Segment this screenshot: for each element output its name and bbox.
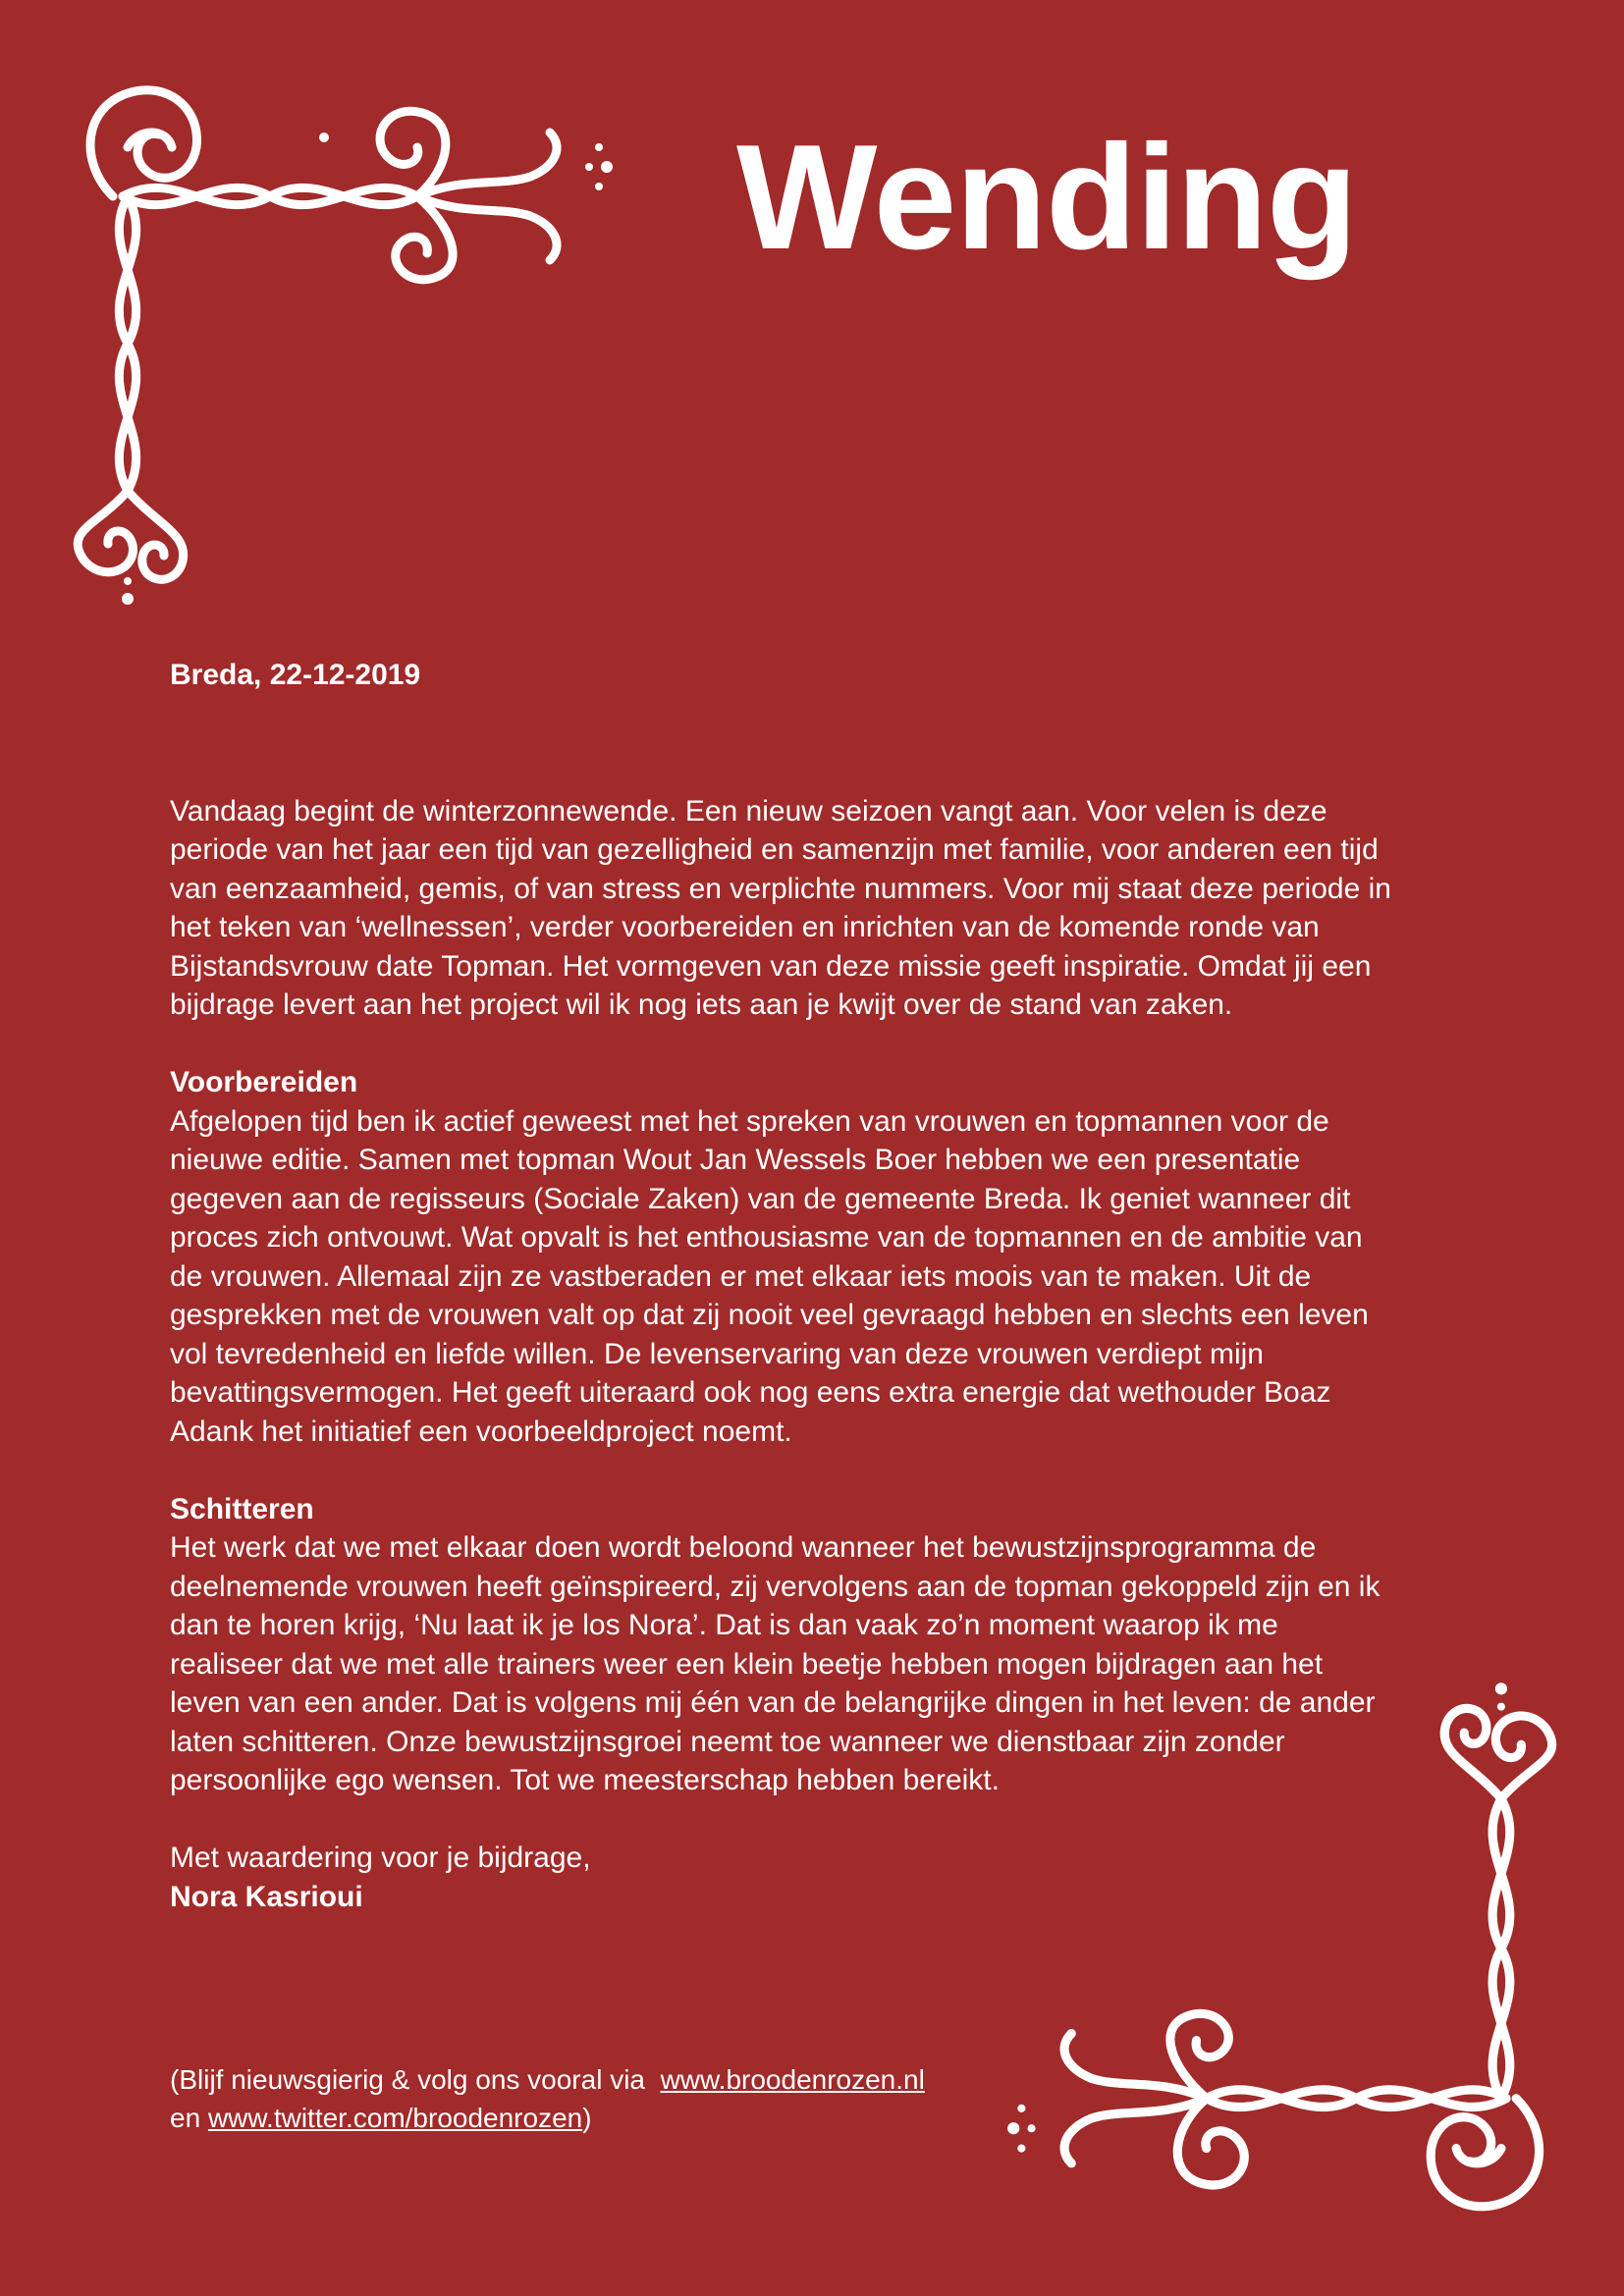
letter-date: Breda, 22-12-2019 — [170, 659, 421, 691]
footer-prefix-1: (Blijf nieuwsgierig & volg ons vooral via — [170, 2064, 645, 2095]
signature-name: Nora Kasrioui — [170, 1880, 363, 1913]
section-body-voorbereiden: Afgelopen tijd ben ik actief geweest met het spreken van vrouwen en topmannen voor de nieuwe editie. Samen met topman Wout Jan Wessels Boer hebben we een presentatie gegeven aan de regisseurs (Sociale Zaken) van de gemeente Breda. Ik geniet wanneer dit proces zich ontvouwt. Wat opvalt is het enthousiasme van de topmannen en de ambitie van de vrouwen. Allemaal zijn ze vastberaden er met elkaar iets moois van te maken. Uit de gesprekken met de vrouwen valt op dat zij nooit veel gevraagd hebben en slechts een leven vol tevredenheid en liefde willen. De levenservaring van deze vrouwen verdiept mijn bevattingsvermogen. Het geeft uiteraard ook nog eens extra energie dat wethouder Boaz Adank het initiatief een voorbeeldproject noemt. — [170, 1104, 1369, 1448]
intro-paragraph: Vandaag begint de winterzonnewende. Een nieuw seizoen vangt aan. Voor velen is deze periode van het jaar een tijd van gezelligheid en samenzijn met familie, voor anderen een tijd van eenzaamheid, gemis, of van stress en verplichte nummers. Voor mij staat deze periode in het teken van ‘wellnessen’, verder voorbereiden en inrichten van de komende ronde van Bijstandsvrouw date Topman. Het vormgeven van deze missie geeft inspiratie. Omdat jij een bijdrage levert aan het project wil ik nog iets aan je kwijt over de stand van zaken. — [170, 794, 1391, 1021]
website-link[interactable]: www.broodenrozen.nl — [660, 2064, 925, 2095]
spacer — [170, 1451, 1397, 1490]
section-heading-voorbereiden: Voorbereiden — [170, 1066, 358, 1098]
twitter-link[interactable]: www.twitter.com/broodenrozen — [207, 2103, 583, 2133]
ornamental-corner-bottom-right-icon — [1001, 1669, 1561, 2228]
spacer — [170, 1025, 1397, 1064]
footer-suffix: ) — [582, 2103, 592, 2133]
page-title: Wending — [736, 114, 1357, 281]
section-body-schitteren: Het werk dat we met elkaar doen wordt beloond wanneer het bewustzijnsprogramma de deelnemende vrouwen heeft geïnspireerd, zij vervolgens aan de topman gekoppeld zijn en ik dan te horen krijg, ‘Nu laat ik je los Nora’. Dat is dan vaak zo’n moment waarop ik me realiseer dat we met alle trainers weer een klein beetje hebben mogen bijdragen aan het leven van een ander. Dat is volgens mij één van de belangrijke dingen in het leven: de ander laten schitteren. Onze bewustzijnsgroei neemt toe wanneer we dienstbaar zijn zonder persoonlijke ego wensen. Tot we meesterschap hebben bereikt. — [170, 1531, 1380, 1796]
ornamental-corner-top-left-icon — [69, 69, 619, 618]
footer-prefix-2: en — [170, 2103, 201, 2133]
section-heading-schitteren: Schitteren — [170, 1492, 314, 1525]
closing-line: Met waardering voor je bijdrage, — [170, 1842, 591, 1874]
